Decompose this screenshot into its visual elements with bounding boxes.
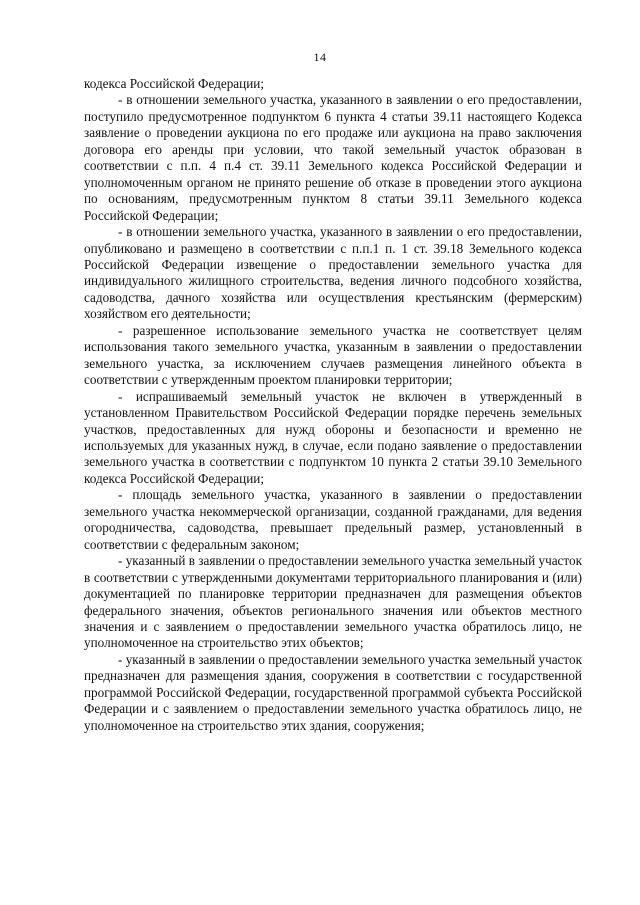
list-item-state-program: - указанный в заявлении о предоставлении земельного участка земельный участок предназначен для размещения здания, сооружения в соответствии с государственной программой Российской Федерации, государственной программой субъекта Российской Федерации и с заявлением о предоставлении земельного участка обратилось лицо, не уполномоченное на строительство этих здания, сооружения; <box>84 651 582 733</box>
document-body <box>84 76 582 734</box>
list-item-published-notice: - в отношении земельного участка, указанного в заявлении о его предоставлении, опубликовано и размещено в соответствии с п.п.1 п. 1 ст. 39.18 Земельного кодекса Российской Федерации извещение о предоставлении земельного участка для индивидуального жилищного строительства, ведения личного подсобного хозяйства, садоводства, дачного хозяйства или осуществления крестьянским (фермерским) хозяйством его деятельности; <box>84 224 582 322</box>
page-number: 14 <box>313 50 327 64</box>
list-item-defense-list: - испрашиваемый земельный участок не включен в утвержденный в установленном Правительством Российской Федерации порядке перечень земельных участков, предоставленных для нужд обороны и безопасности и временно не используемых для указанных нужд, в случае, если подано заявление о предоставлении земельного участка в соответствии с подпунктом 10 пункта 2 статьи 39.10 Земельного кодекса Российской Федерации; <box>84 388 582 486</box>
list-item-auction-application: - в отношении земельного участка, указанного в заявлении о его предоставлении, поступило предусмотренное подпунктом 6 пункта 4 статьи 39.11 настоящего Кодекса заявление о проведении аукциона по его продаже или аукциона на право заключения договора его аренды при условии, что такой земельный участок образован в соответствии с п.п. 4 п.4 ст. 39.11 Земельного кодекса Российской Федерации и уполномоченным органом не принято решение об отказе в проведении этого аукциона по основаниям, предусмотренным пунктом 8 статьи 39.11 Земельного кодекса Российской Федерации; <box>84 92 582 223</box>
list-item-planning-objects: - указанный в заявлении о предоставлении земельного участка земельный участок в соответствии с утвержденными документами территориального планирования и (или) документацией по планировке территории предназначен для размещения объектов федерального значения, объектов регионального значения или объектов местного значения и с заявлением о предоставлении земельного участка обратилось лицо, не уполномоченное на строительство этих объектов; <box>84 553 582 651</box>
paragraph-continuation: кодекса Российской Федерации; <box>84 76 264 91</box>
list-item-permitted-use-mismatch: - разрешенное использование земельного участка не соответствует целям использования такого земельного участка, указанным в заявлении о предоставлении земельного участка, за исключением случаев размещения линейного объекта в соответствии с утвержденным проектом планировки территории; <box>84 322 582 388</box>
list-item-area-limit: - площадь земельного участка, указанного в заявлении о предоставлении земельного участка некоммерческой организации, созданной гражданами, для ведения огородничества, садоводства, превышает предельный размер, установленный в соответствии с федеральным законом; <box>84 487 582 552</box>
